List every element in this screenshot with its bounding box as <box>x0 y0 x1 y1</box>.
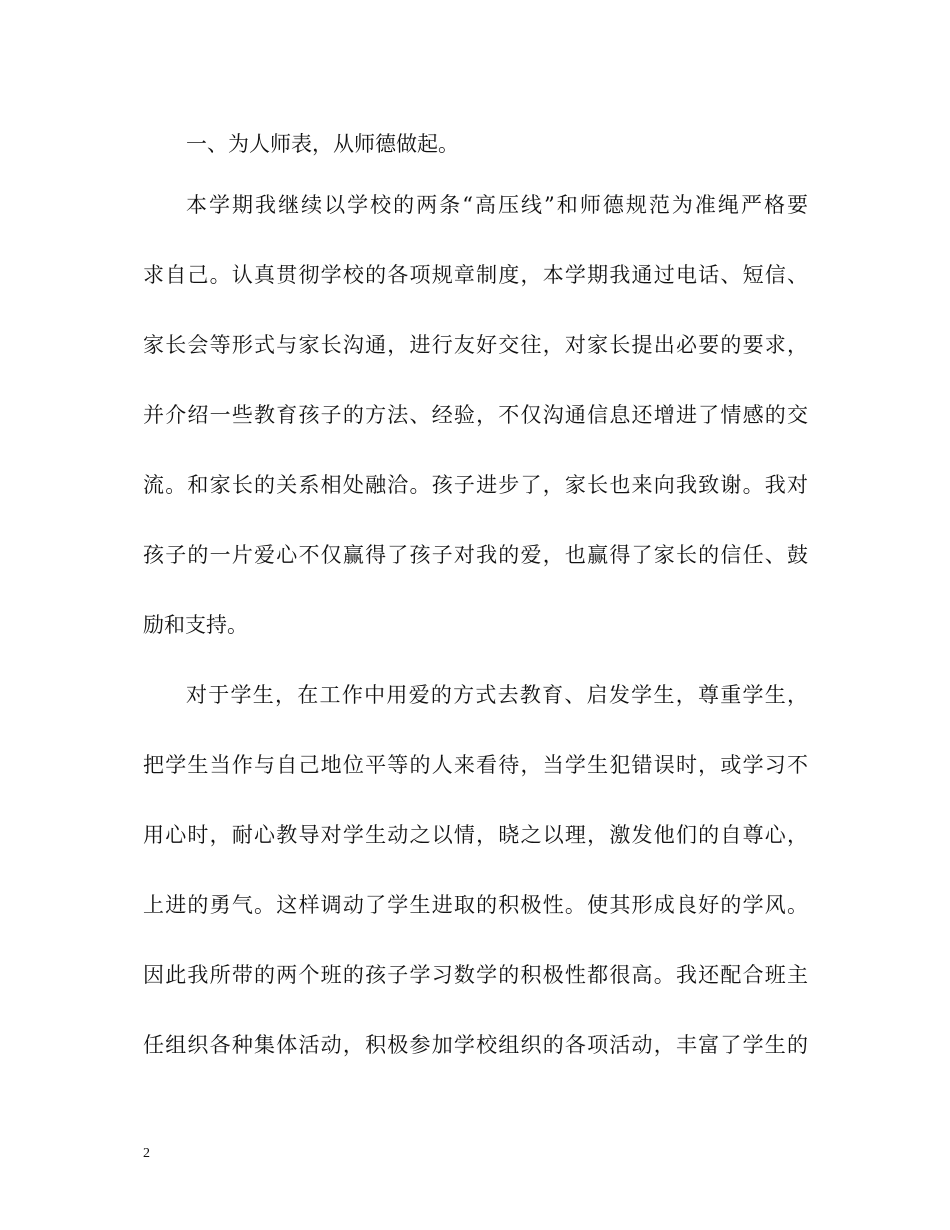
paragraph-line: 把学生当作与自己地位平等的人来看待，当学生犯错误时，或学习不 <box>143 753 808 777</box>
page-number: 2 <box>143 1146 150 1161</box>
paragraph-line: 上进的勇气。这样调动了学生进取的积极性。使其形成良好的学风。 <box>143 893 808 917</box>
paragraph-line: 因此我所带的两个班的孩子学习数学的积极性都很高。我还配合班主 <box>143 963 808 987</box>
paragraph-line: 求自己。认真贯彻学校的各项规章制度，本学期我通过电话、短信、 <box>143 263 808 287</box>
paragraph-line: 任组织各种集体活动，积极参加学校组织的各项活动，丰富了学生的 <box>143 1033 808 1057</box>
paragraph-line: 并介绍一些教育孩子的方法、经验，不仅沟通信息还增进了情感的交 <box>143 403 808 427</box>
paragraph-line: 励和支持。 <box>143 613 248 637</box>
paragraph-line: 对于学生，在工作中用爱的方式去教育、启发学生，尊重学生， <box>186 683 808 707</box>
paragraph-line: 本学期我继续以学校的两条“高压线”和师德规范为准绳严格要 <box>186 193 808 217</box>
paragraph-line: 用心时，耐心教导对学生动之以情，晓之以理，激发他们的自尊心， <box>143 823 808 847</box>
section-heading: 一、为人师表，从师德做起。 <box>186 132 459 156</box>
paragraph-line: 流。和家长的关系相处融洽。孩子进步了，家长也来向我致谢。我对 <box>143 473 808 497</box>
paragraph-line: 孩子的一片爱心不仅赢得了孩子对我的爱，也赢得了家长的信任、鼓 <box>143 543 808 567</box>
paragraph-line: 家长会等形式与家长沟通，进行友好交往，对家长提出必要的要求， <box>143 333 808 357</box>
